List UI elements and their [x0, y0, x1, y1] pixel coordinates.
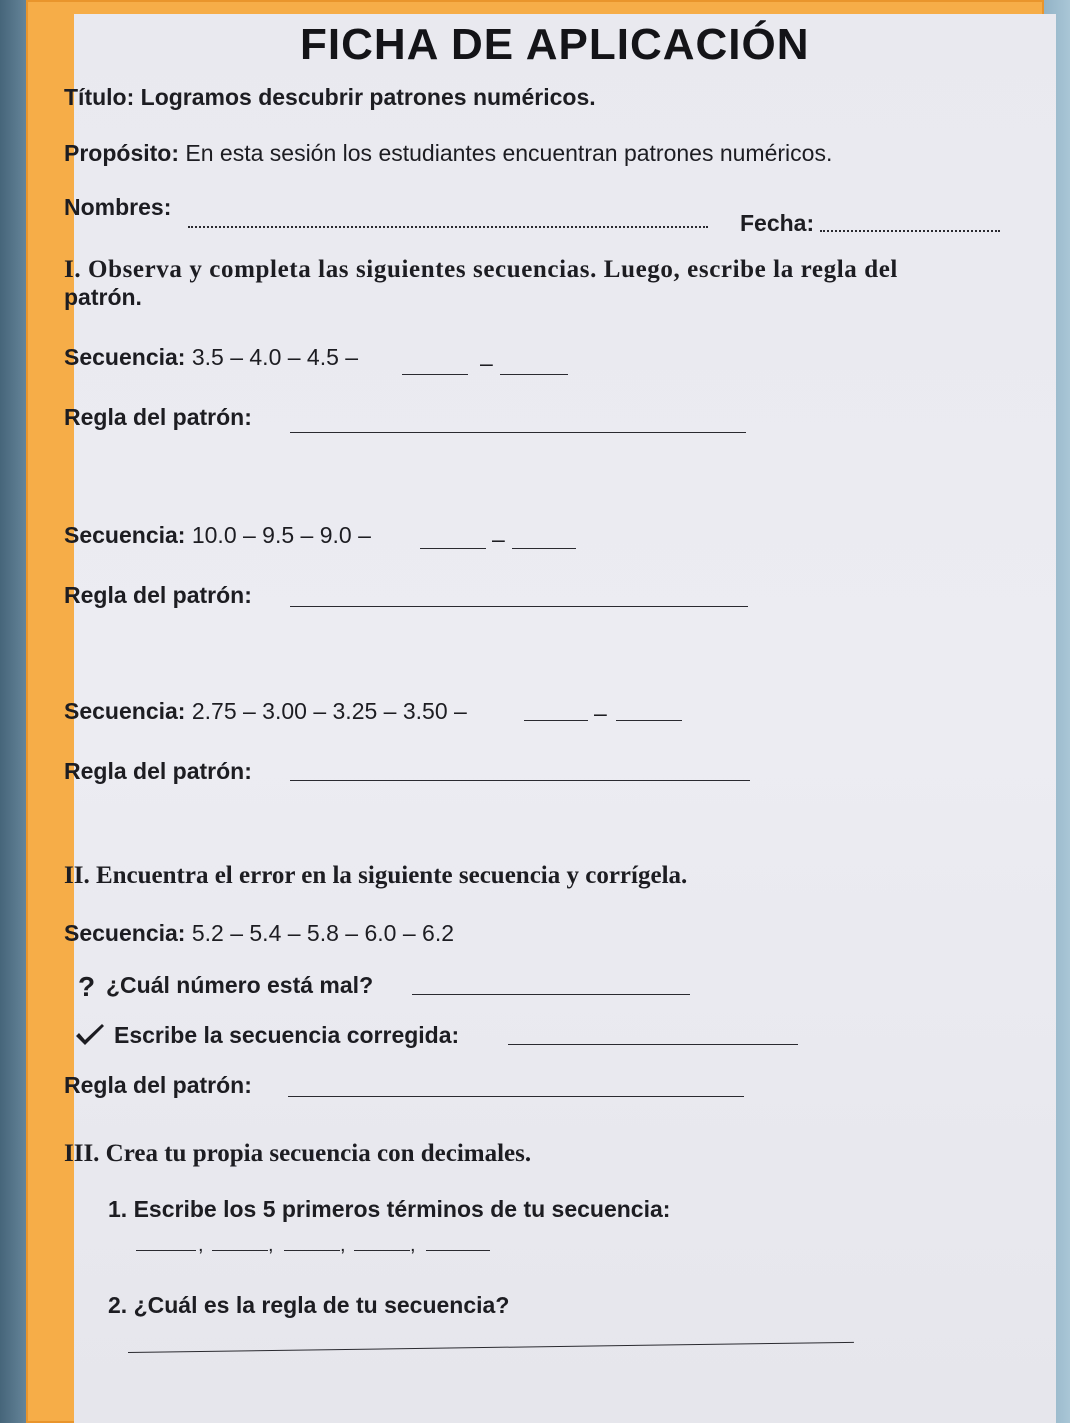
rule-1-blank[interactable] [290, 432, 746, 433]
question-mark-icon [76, 972, 100, 1000]
rule-2-label: Regla del patrón: [64, 582, 252, 608]
sequence-1-dash: – [480, 350, 493, 376]
nombres-label: Nombres: [64, 194, 172, 220]
item-2: 2. ¿Cuál es la regla de tu secuencia? [108, 1292, 510, 1318]
comma: , [268, 1234, 274, 1256]
sequence-1-blank-1[interactable] [402, 374, 468, 375]
sequence-3-blank-2[interactable] [616, 720, 682, 721]
sequence-1-values: 3.5 – 4.0 – 4.5 – [191, 344, 359, 370]
section-1-heading: I. Observa y completa las siguientes secuencias. Luego, escribe la regla del [64, 256, 898, 283]
titulo-row [64, 84, 596, 111]
rule-4-label: Regla del patrón: [64, 1072, 252, 1098]
check-mark-icon [74, 1024, 106, 1048]
corrected-sequence-blank[interactable] [508, 1044, 798, 1045]
sequence-3-values: 2.75 – 3.00 – 3.25 – 3.50 – [191, 698, 467, 724]
sequence-2 [64, 522, 371, 549]
sequence-1 [64, 344, 358, 371]
term-blank-4[interactable] [354, 1250, 410, 1251]
svg-text:?: ? [78, 972, 96, 1000]
comma: , [198, 1234, 204, 1256]
section-3-heading [64, 1140, 531, 1168]
rule-1-label: Regla del patrón: [64, 404, 252, 430]
sequence-4 [64, 920, 454, 947]
term-blank-2[interactable] [212, 1250, 268, 1251]
item-1: 1. Escribe los 5 primeros términos de tu secuencia: [108, 1196, 671, 1222]
sequence-2-blank-1[interactable] [420, 548, 486, 549]
section-1-heading-cont: patrón. [64, 284, 142, 310]
term-blank-5[interactable] [426, 1250, 490, 1251]
section-2-heading [64, 862, 687, 890]
titulo-label: Título: [64, 84, 135, 110]
proposito-label: Propósito: [64, 140, 179, 166]
rule-4-blank[interactable] [288, 1096, 744, 1097]
question-wrong-number: ¿Cuál número está mal? [106, 972, 374, 998]
section-3-heading-text: III. Crea tu propia secuencia con decimales. [64, 1140, 532, 1167]
page-title: FICHA DE APLICACIÓN [300, 20, 810, 69]
rule-3-blank[interactable] [290, 780, 750, 781]
fecha-blank[interactable] [820, 230, 1000, 232]
sequence-2-values: 10.0 – 9.5 – 9.0 – [191, 522, 371, 548]
rule-2-blank[interactable] [290, 606, 748, 607]
sequence-3-blank-1[interactable] [524, 720, 588, 721]
wrong-number-blank[interactable] [412, 994, 690, 995]
proposito-text: En esta sesión los estudiantes encuentran patrones numéricos. [185, 140, 833, 166]
sequence-3 [64, 698, 467, 725]
sequence-1-blank-2[interactable] [500, 374, 568, 375]
comma: , [340, 1234, 346, 1256]
sequence-label: Secuencia: [64, 522, 186, 548]
rule-3-label: Regla del patrón: [64, 758, 252, 784]
sequence-2-dash: – [492, 526, 505, 552]
proposito-row [64, 140, 832, 167]
comma: , [410, 1234, 416, 1256]
sequence-3-dash: – [594, 700, 607, 726]
term-blank-1[interactable] [136, 1250, 196, 1251]
nombres-blank[interactable] [188, 226, 708, 228]
titulo-text: Logramos descubrir patrones numéricos. [140, 84, 596, 110]
sequence-label: Secuencia: [64, 698, 186, 724]
sequence-2-blank-2[interactable] [512, 548, 576, 549]
section-2-heading-text: II. Encuentra el error en la siguiente secuencia y corrígela. [64, 862, 688, 889]
term-blank-3[interactable] [284, 1250, 340, 1251]
sequence-label: Secuencia: [64, 920, 186, 946]
fecha-label: Fecha: [740, 210, 815, 236]
sequence-4-values: 5.2 – 5.4 – 5.8 – 6.0 – 6.2 [191, 920, 454, 946]
sequence-label: Secuencia: [64, 344, 186, 370]
write-corrected-label: Escribe la secuencia corregida: [114, 1022, 460, 1048]
